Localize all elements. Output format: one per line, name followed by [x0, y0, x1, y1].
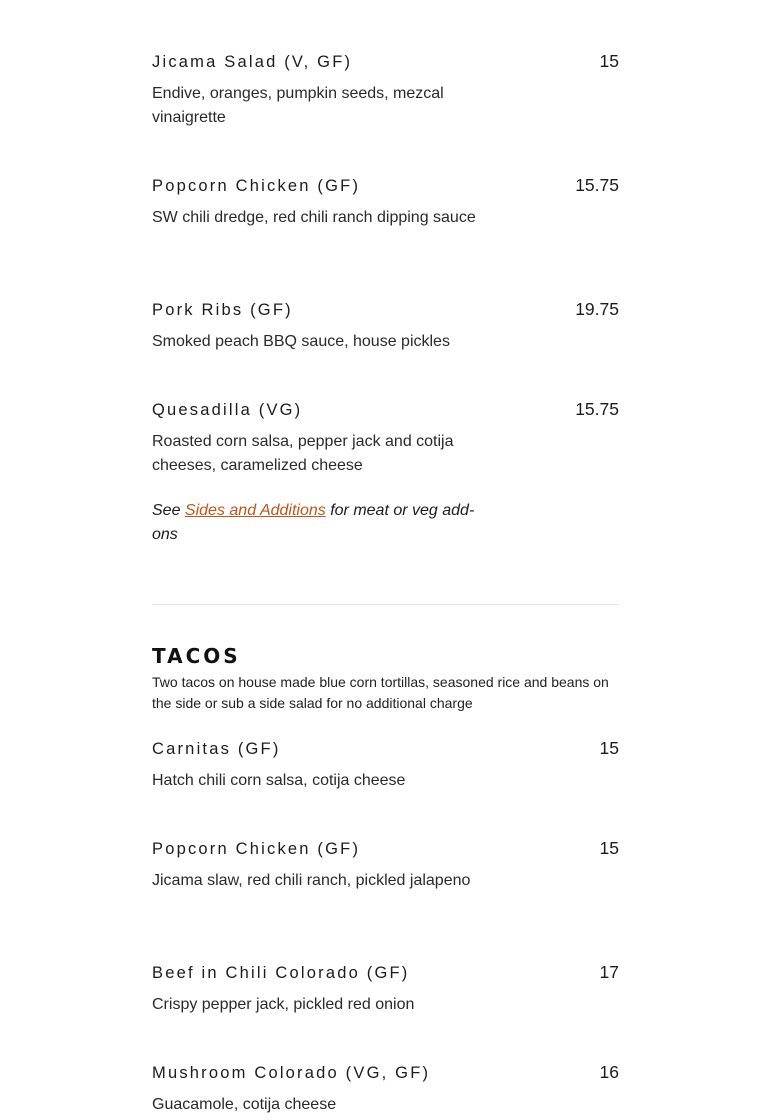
- menu-item-header: [152, 175, 619, 196]
- menu-item-description: Hatch chili corn salsa, cotija cheese: [152, 772, 406, 789]
- section-description: Two tacos on house made blue corn tortillas, seasoned rice and beans on the side or sub a side salad for no additional charge: [152, 674, 609, 711]
- menu-item-header: [152, 51, 619, 72]
- menu-item-header: [152, 738, 619, 759]
- section-divider: [152, 604, 619, 605]
- menu-item-name: Beef in Chili Colorado (GF): [152, 964, 410, 982]
- menu-item-name: Carnitas (GF): [152, 740, 281, 758]
- note-prefix: See: [152, 502, 185, 519]
- menu-item-header: [152, 962, 619, 983]
- menu-item-header: [152, 1062, 619, 1083]
- menu-item-description: Endive, oranges, pumpkin seeds, mezcal vinaigrette: [152, 85, 444, 126]
- section-title: TACOS: [152, 644, 241, 668]
- menu-item: [152, 838, 619, 893]
- menu-item: [152, 51, 619, 130]
- menu-item-price: 17: [599, 962, 619, 982]
- menu-item: [152, 738, 619, 793]
- menu-item-header: [152, 838, 619, 859]
- menu-item-description: Crispy pepper jack, pickled red onion: [152, 996, 415, 1013]
- menu-item-price: 15: [599, 51, 619, 71]
- menu-item-description: Roasted corn salsa, pepper jack and cotija cheeses, caramelized cheese: [152, 433, 454, 474]
- menu-item-header: [152, 299, 619, 320]
- menu-item-price: 15: [599, 738, 619, 758]
- menu-item-price: 19.75: [575, 299, 619, 319]
- menu-item-name: Quesadilla (VG): [152, 401, 303, 419]
- menu-item: [152, 299, 619, 354]
- menu-item-name: Popcorn Chicken (GF): [152, 840, 361, 858]
- menu-item-price: 15.75: [575, 175, 619, 195]
- menu-item-price: 16: [599, 1062, 619, 1082]
- menu-item-description: Guacamole, cotija cheese: [152, 1096, 337, 1113]
- menu-item-description: Smoked peach BBQ sauce, house pickles: [152, 333, 450, 350]
- menu-item: [152, 1062, 619, 1117]
- menu-item-name: Mushroom Colorado (VG, GF): [152, 1064, 431, 1082]
- menu-item-price: 15.75: [575, 399, 619, 419]
- menu-item: [152, 962, 619, 1017]
- menu-item-name: Jicama Salad (V, GF): [152, 53, 353, 71]
- menu-item-name: Popcorn Chicken (GF): [152, 177, 361, 195]
- note-suffix: for meat or veg add-ons: [152, 502, 475, 543]
- menu-item-name: Pork Ribs (GF): [152, 301, 293, 319]
- menu-item-description: Jicama slaw, red chili ranch, pickled jalapeno: [152, 872, 471, 889]
- add-ons-note: [152, 499, 492, 547]
- sides-and-additions-link[interactable]: Sides and Additions: [184, 502, 326, 519]
- menu-item: [152, 399, 619, 478]
- menu-item-header: [152, 399, 619, 420]
- menu-item: [152, 175, 619, 230]
- menu-item-price: 15: [599, 838, 619, 858]
- menu-item-description: SW chili dredge, red chili ranch dipping sauce: [152, 209, 476, 226]
